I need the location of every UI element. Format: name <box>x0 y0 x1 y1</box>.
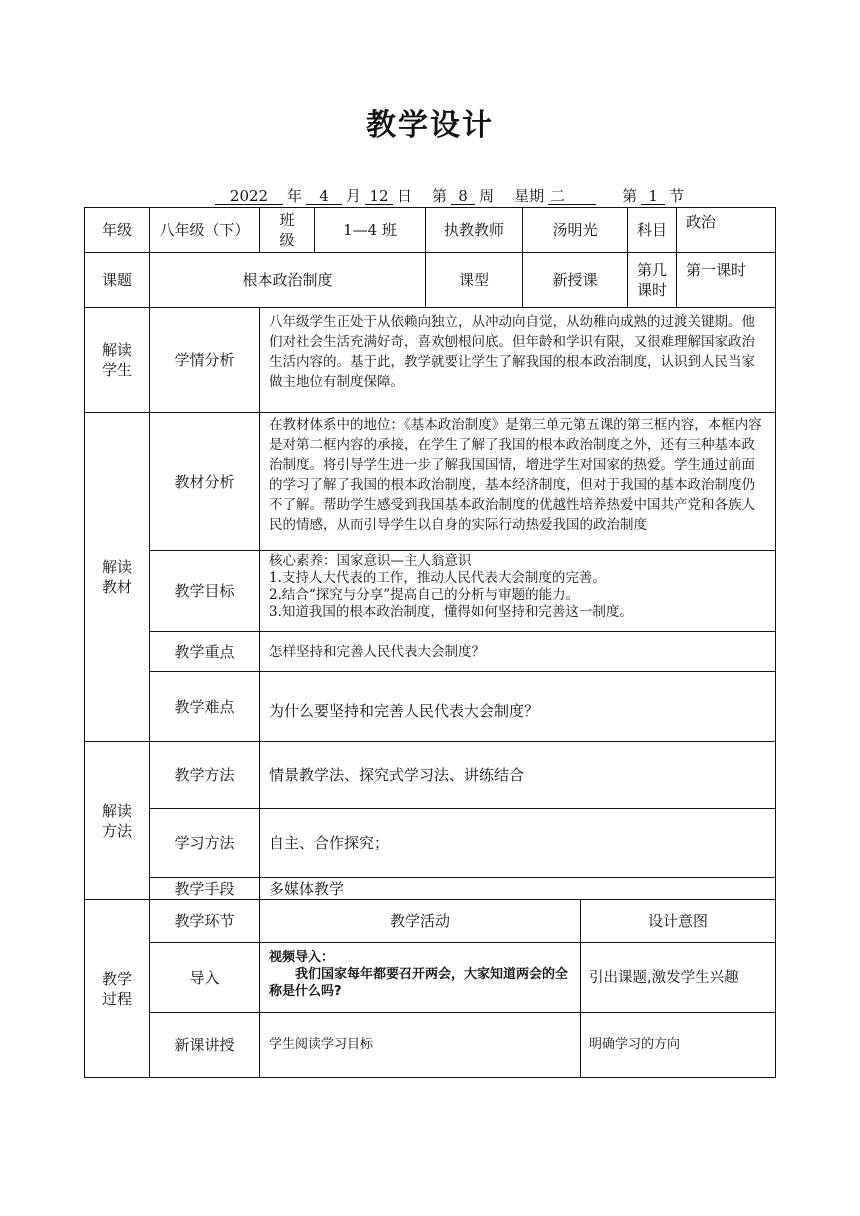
goal-item: 核心素养：国家意识—主人翁意识 <box>269 553 472 569</box>
day-unit: 日 <box>397 187 413 205</box>
difficulty-text: 为什么要坚持和完善人民代表大会制度？ <box>259 671 776 742</box>
teacher-value: 汤明光 <box>522 207 628 253</box>
subject-value: 政治 <box>676 207 776 253</box>
activity-intro <box>259 942 581 1013</box>
textbook-analysis-label: 教材分析 <box>149 412 260 551</box>
activity-intro-title: 视频导入： <box>269 950 335 965</box>
document-title: 教学设计 <box>366 108 494 143</box>
intent-new-lesson: 明确学习的方向 <box>580 1012 776 1078</box>
means-text: 多媒体教学 <box>259 877 776 900</box>
period-value: 1 <box>641 188 665 205</box>
teacher-label: 执教教师 <box>425 207 523 253</box>
lesson-label: 第几课时 <box>627 252 677 308</box>
difficulty-label: 教学难点 <box>149 671 260 742</box>
weekday-prefix: 星期 <box>514 187 545 205</box>
goal-item: 2.结合“探究与分享”提高自己的分析与审题的能力。 <box>269 587 580 603</box>
period-unit: 节 <box>669 187 685 205</box>
teach-method-text: 情景教学法、探究式学习法、讲练结合 <box>259 741 776 809</box>
week-value: 8 <box>451 188 475 205</box>
intent-intro: 引出课题,激发学生兴趣 <box>580 942 776 1013</box>
month-unit: 月 <box>346 187 362 205</box>
activity-new-lesson: 学生阅读学习目标 <box>259 1012 581 1078</box>
date-line <box>215 185 688 206</box>
weekday-value: 二 <box>548 188 596 205</box>
focus-label: 教学重点 <box>149 631 260 672</box>
type-label: 课型 <box>425 252 523 308</box>
grade-value: 八年级（下） <box>149 207 260 253</box>
col-activity-header: 教学活动 <box>259 899 581 943</box>
goals-label: 教学目标 <box>149 550 260 632</box>
topic-label: 课题 <box>84 252 150 308</box>
textbook-analysis-text: 在教材体系中的地位：《基本政治制度》是第三单元第五课的第三框内容，本框内容是对第二框内容的承接，在学生了解了我国的根本政治制度之外，还有三种基本政治制度。将引导学生进一步了解我国国情，增进学生对国家的热爱。学生通过前面的学习了解了我国的根本政治制度，基本经济制度，但对于我国的基本政治制度仍不了解。帮助学生感受到我国基本政治制度的优越性培养热爱中国共产党和各族人民的情感，从而引导学生以自身的实际行动热爱我国的政治制度 <box>259 412 776 551</box>
goal-item: 3.知道我国的根本政治制度，懂得如何坚持和完善这一制度。 <box>269 604 633 620</box>
section-process: 教学过程 <box>84 899 150 1078</box>
students-analysis-text: 八年级学生正处于从依赖向独立，从冲动向自觉，从幼稚向成熟的过渡关键期。他们对社会生活充满好奇，喜欢刨根问底。但年龄和学识有限，又很难理解国家政治生活内容的。基于此，教学就要让学生了解我国的根本政治制度，认识到人民当家做主地位有制度保障。 <box>259 307 776 413</box>
stage-new-lesson: 新课讲授 <box>149 1012 260 1078</box>
section-methods: 解读方法 <box>84 741 150 900</box>
subject-label: 科目 <box>627 207 677 253</box>
week-prefix: 第 <box>432 187 448 205</box>
day-value: 12 <box>365 188 393 205</box>
week-unit: 周 <box>479 187 495 205</box>
class-value: 1—4 班 <box>314 207 426 253</box>
col-intent-header: 设计意图 <box>580 899 776 943</box>
means-label: 教学手段 <box>149 877 260 900</box>
section-students: 解读学生 <box>84 307 150 413</box>
learn-method-text: 自主、合作探究； <box>259 808 776 878</box>
period-prefix: 第 <box>622 187 638 205</box>
type-value: 新授课 <box>522 252 628 308</box>
lesson-plan-table <box>84 207 776 1078</box>
lesson-value: 第一课时 <box>676 252 776 308</box>
class-label: 班级 <box>259 207 315 253</box>
year-unit: 年 <box>287 187 303 205</box>
activity-intro-text: 我们国家每年都要召开两会，大家知道两会的全称是什么吗? <box>269 967 569 999</box>
year-value: 2022 <box>215 188 283 205</box>
goal-item: 1.支持人大代表的工作，推动人民代表大会制度的完善。 <box>269 570 606 586</box>
topic-value: 根本政治制度 <box>149 252 426 308</box>
col-stage-header: 教学环节 <box>149 899 260 943</box>
section-textbook: 解读教材 <box>84 412 150 742</box>
students-analysis-label: 学情分析 <box>149 307 260 413</box>
teach-method-label: 教学方法 <box>149 741 260 809</box>
grade-label: 年级 <box>84 207 150 253</box>
learn-method-label: 学习方法 <box>149 808 260 878</box>
stage-intro: 导入 <box>149 942 260 1013</box>
month-value: 4 <box>306 188 342 205</box>
focus-text: 怎样坚持和完善人民代表大会制度？ <box>259 631 776 672</box>
goals-list <box>259 550 776 632</box>
